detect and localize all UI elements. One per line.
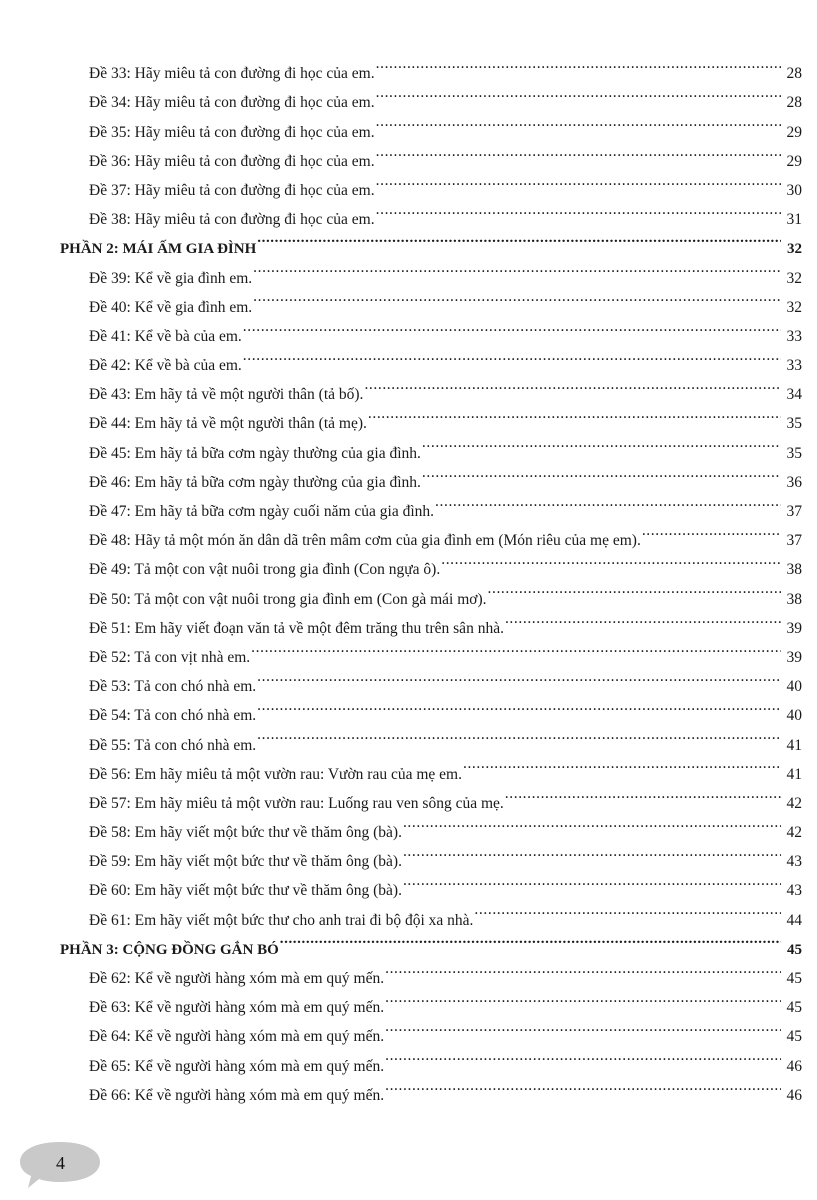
toc-page-number: 33 bbox=[786, 327, 802, 345]
dot-leader bbox=[505, 604, 781, 633]
toc-page-number: 45 bbox=[786, 999, 802, 1017]
toc-entry-title: Đề 61: Em hãy viết một bức thư cho anh trai đi bộ đội xa nhà. bbox=[89, 911, 474, 929]
toc-entry-title: Đề 46: Em hãy tả bữa cơm ngày thường của gia đình. bbox=[89, 473, 421, 491]
toc-entry[interactable] bbox=[0, 662, 817, 696]
toc-entry-title: PHẦN 3: CỘNG ĐỒNG GẮN BÓ bbox=[60, 941, 279, 958]
toc-page-number: 35 bbox=[786, 415, 802, 433]
dot-leader bbox=[488, 574, 782, 603]
toc-entry-title: Đề 65: Kể về người hàng xóm mà em quý mến. bbox=[89, 1057, 385, 1075]
dot-leader bbox=[403, 866, 781, 895]
toc-entry-title: Đề 56: Em hãy miêu tả một vườn rau: Vườn rau của mẹ em. bbox=[89, 765, 462, 783]
toc-page-number: 28 bbox=[786, 94, 802, 112]
dot-leader bbox=[280, 925, 781, 954]
toc-entry[interactable] bbox=[0, 458, 817, 491]
toc-entry[interactable] bbox=[0, 253, 817, 287]
toc-entry[interactable] bbox=[0, 691, 817, 725]
toc-entry-title: Đề 37: Hãy miêu tả con đường đi học của em. bbox=[89, 181, 375, 199]
toc-entry[interactable] bbox=[0, 78, 817, 112]
toc-page-number: 45 bbox=[786, 1028, 802, 1046]
dot-leader bbox=[385, 1041, 781, 1070]
toc-entry-title: Đề 38: Hãy miêu tả con đường đi học của em. bbox=[89, 211, 375, 229]
dot-leader bbox=[376, 195, 781, 224]
toc-entry[interactable] bbox=[0, 312, 817, 345]
toc-page-number: 32 bbox=[787, 241, 802, 258]
toc-entry-title: Đề 41: Kể về bà của em. bbox=[89, 327, 242, 345]
dot-leader bbox=[376, 78, 781, 107]
toc-entry[interactable] bbox=[0, 428, 817, 462]
dot-leader bbox=[376, 166, 781, 195]
toc-page-number: 43 bbox=[786, 882, 802, 900]
toc-entry-title: PHẦN 2: MÁI ẤM GIA ĐÌNH bbox=[60, 241, 257, 258]
toc-page-number: 30 bbox=[786, 181, 802, 199]
toc-entry-title: Đề 33: Hãy miêu tả con đường đi học của em. bbox=[89, 65, 375, 83]
toc-entry-title: Đề 53: Tả con chó nhà em. bbox=[89, 678, 257, 696]
toc-entry-title: Đề 49: Tả một con vật nuôi trong gia đình (Con ngựa ô). bbox=[89, 561, 441, 579]
toc-entry-title: Đề 40: Kể về gia đình em. bbox=[89, 298, 253, 316]
dot-leader bbox=[376, 49, 781, 78]
toc-entry-title: Đề 51: Em hãy viết đoạn văn tả về một đêm trăng thu trên sân nhà. bbox=[89, 619, 504, 637]
dot-leader bbox=[403, 808, 781, 837]
dot-leader bbox=[403, 837, 781, 866]
toc-entry[interactable] bbox=[0, 49, 817, 83]
dot-leader bbox=[385, 1071, 781, 1100]
toc-page-number: 39 bbox=[786, 619, 802, 637]
toc-page-number: 31 bbox=[786, 211, 802, 229]
toc-entry[interactable] bbox=[0, 545, 817, 579]
toc-page-number: 38 bbox=[786, 561, 802, 579]
dot-leader bbox=[364, 370, 781, 399]
dot-leader bbox=[243, 312, 781, 341]
dot-leader bbox=[385, 954, 781, 983]
toc-entry[interactable] bbox=[0, 195, 817, 229]
toc-page-number: 35 bbox=[786, 444, 802, 462]
toc-page-number: 39 bbox=[786, 648, 802, 666]
toc-entry-title: Đề 54: Tả con chó nhà em. bbox=[89, 707, 257, 725]
toc-entry-title: Đề 39: Kể về gia đình em. bbox=[89, 269, 253, 287]
toc-page-number: 29 bbox=[786, 152, 802, 170]
toc-page-number: 28 bbox=[786, 65, 802, 83]
dot-leader bbox=[257, 720, 781, 749]
page-number-badge bbox=[18, 1140, 102, 1190]
dot-leader bbox=[257, 691, 781, 720]
dot-leader bbox=[251, 633, 781, 662]
toc-entry-title: Đề 55: Tả con chó nhà em. bbox=[89, 736, 257, 754]
toc-entry-title: Đề 47: Em hãy tả bữa cơm ngày cuối năm của gia đình. bbox=[89, 503, 435, 520]
dot-leader bbox=[257, 224, 781, 253]
toc-entry-title: Đề 64: Kể về người hàng xóm mà em quý mến. bbox=[89, 1028, 385, 1046]
page-number: 4 bbox=[56, 1153, 65, 1173]
toc-page-number: 41 bbox=[786, 765, 802, 783]
toc-page-number: 40 bbox=[786, 707, 802, 725]
toc-entry[interactable] bbox=[0, 808, 817, 842]
toc-entry-title: Đề 66: Kể về người hàng xóm mà em quý mến. bbox=[89, 1086, 385, 1104]
toc-entry[interactable] bbox=[0, 399, 817, 433]
toc-page-number: 46 bbox=[786, 1086, 802, 1104]
dot-leader bbox=[376, 137, 781, 166]
toc-entry-title: Đề 36: Hãy miêu tả con đường đi học của em. bbox=[89, 152, 375, 170]
dot-leader bbox=[441, 545, 781, 574]
toc-page-number: 44 bbox=[786, 911, 802, 929]
toc-entry[interactable] bbox=[0, 1012, 817, 1046]
dot-leader bbox=[368, 399, 781, 428]
toc-entry[interactable] bbox=[0, 283, 817, 316]
toc-entry[interactable] bbox=[0, 750, 817, 783]
toc-entry[interactable] bbox=[0, 487, 817, 520]
toc-entry-title: Đề 62: Kể về người hàng xóm mà em quý mến. bbox=[89, 970, 385, 987]
toc-page-number: 42 bbox=[786, 824, 802, 842]
table-of-contents bbox=[0, 49, 817, 1104]
toc-page-number: 41 bbox=[786, 736, 802, 754]
dot-leader bbox=[253, 253, 781, 282]
toc-entry[interactable] bbox=[0, 1041, 817, 1075]
toc-entry-title: Đề 57: Em hãy miêu tả một vườn rau: Luống rau ven sông của mẹ. bbox=[89, 794, 504, 812]
toc-entry[interactable] bbox=[0, 895, 817, 929]
toc-entry[interactable] bbox=[0, 779, 817, 812]
toc-entry[interactable] bbox=[0, 837, 817, 871]
dot-leader bbox=[422, 428, 781, 457]
toc-page-number: 34 bbox=[786, 386, 802, 404]
toc-page-number: 32 bbox=[786, 298, 802, 316]
dot-leader bbox=[474, 895, 781, 924]
toc-page-number: 37 bbox=[786, 532, 802, 550]
toc-page-number: 36 bbox=[786, 473, 802, 491]
dot-leader bbox=[385, 1012, 781, 1041]
toc-entry[interactable] bbox=[0, 633, 817, 666]
toc-page-number: 45 bbox=[787, 941, 802, 958]
toc-entry[interactable] bbox=[0, 370, 817, 404]
toc-entry-title: Đề 34: Hãy miêu tả con đường đi học của em. bbox=[89, 94, 375, 112]
toc-entry[interactable] bbox=[0, 1071, 817, 1104]
toc-entry-title: Đề 58: Em hãy viết một bức thư về thăm ông (bà). bbox=[89, 824, 402, 842]
toc-page-number: 40 bbox=[786, 678, 802, 696]
toc-page-number: 42 bbox=[786, 794, 802, 812]
toc-entry[interactable] bbox=[0, 720, 817, 754]
toc-entry[interactable] bbox=[0, 341, 817, 375]
dot-leader bbox=[257, 662, 781, 691]
toc-entry[interactable] bbox=[0, 516, 817, 550]
dot-leader bbox=[422, 458, 781, 487]
dot-leader bbox=[463, 750, 781, 779]
toc-entry[interactable] bbox=[0, 604, 817, 637]
toc-entry-title: Đề 63: Kể về người hàng xóm mà em quý mến. bbox=[89, 999, 385, 1017]
toc-page-number: 32 bbox=[786, 269, 802, 287]
toc-entry[interactable] bbox=[0, 954, 817, 987]
toc-entry-title: Đề 42: Kể về bà của em. bbox=[89, 357, 242, 375]
toc-entry-title: Đề 60: Em hãy viết một bức thư về thăm ông (bà). bbox=[89, 882, 402, 900]
toc-entry-title: Đề 48: Hãy tả một món ăn dân dã trên mâm cơm của gia đình em (Món riêu của mẹ em). bbox=[89, 532, 641, 550]
toc-entry[interactable] bbox=[0, 107, 817, 141]
dot-leader bbox=[253, 283, 781, 312]
toc-page-number: 38 bbox=[786, 590, 802, 608]
toc-entry[interactable] bbox=[0, 137, 817, 170]
dot-leader bbox=[243, 341, 781, 370]
dot-leader bbox=[642, 516, 781, 545]
toc-entry-title: Đề 44: Em hãy tả về một người thân (tả mẹ). bbox=[89, 415, 367, 433]
toc-page-number: 37 bbox=[786, 503, 802, 520]
toc-page-number: 46 bbox=[786, 1057, 802, 1075]
toc-entry-title: Đề 50: Tả một con vật nuôi trong gia đình em (Con gà mái mơ). bbox=[89, 590, 487, 608]
toc-page-number: 29 bbox=[786, 123, 802, 141]
toc-entry[interactable] bbox=[0, 574, 817, 608]
dot-leader bbox=[505, 779, 781, 808]
toc-section-heading[interactable] bbox=[0, 224, 817, 258]
toc-page-number: 45 bbox=[786, 970, 802, 987]
dot-leader bbox=[376, 107, 781, 136]
toc-entry-title: Đề 45: Em hãy tả bữa cơm ngày thường của gia đình. bbox=[89, 444, 421, 462]
toc-page-number: 33 bbox=[786, 357, 802, 375]
dot-leader bbox=[385, 983, 781, 1012]
toc-entry-title: Đề 59: Em hãy viết một bức thư về thăm ông (bà). bbox=[89, 853, 402, 871]
toc-entry-title: Đề 52: Tả con vịt nhà em. bbox=[89, 648, 251, 666]
toc-section-heading[interactable] bbox=[0, 925, 817, 958]
toc-entry-title: Đề 35: Hãy miêu tả con đường đi học của em. bbox=[89, 123, 375, 141]
toc-page-number: 43 bbox=[786, 853, 802, 871]
toc-entry[interactable] bbox=[0, 166, 817, 199]
toc-entry-title: Đề 43: Em hãy tả về một người thân (tả bố). bbox=[89, 386, 364, 404]
toc-entry[interactable] bbox=[0, 866, 817, 900]
toc-entry[interactable] bbox=[0, 983, 817, 1017]
dot-leader bbox=[435, 487, 781, 516]
